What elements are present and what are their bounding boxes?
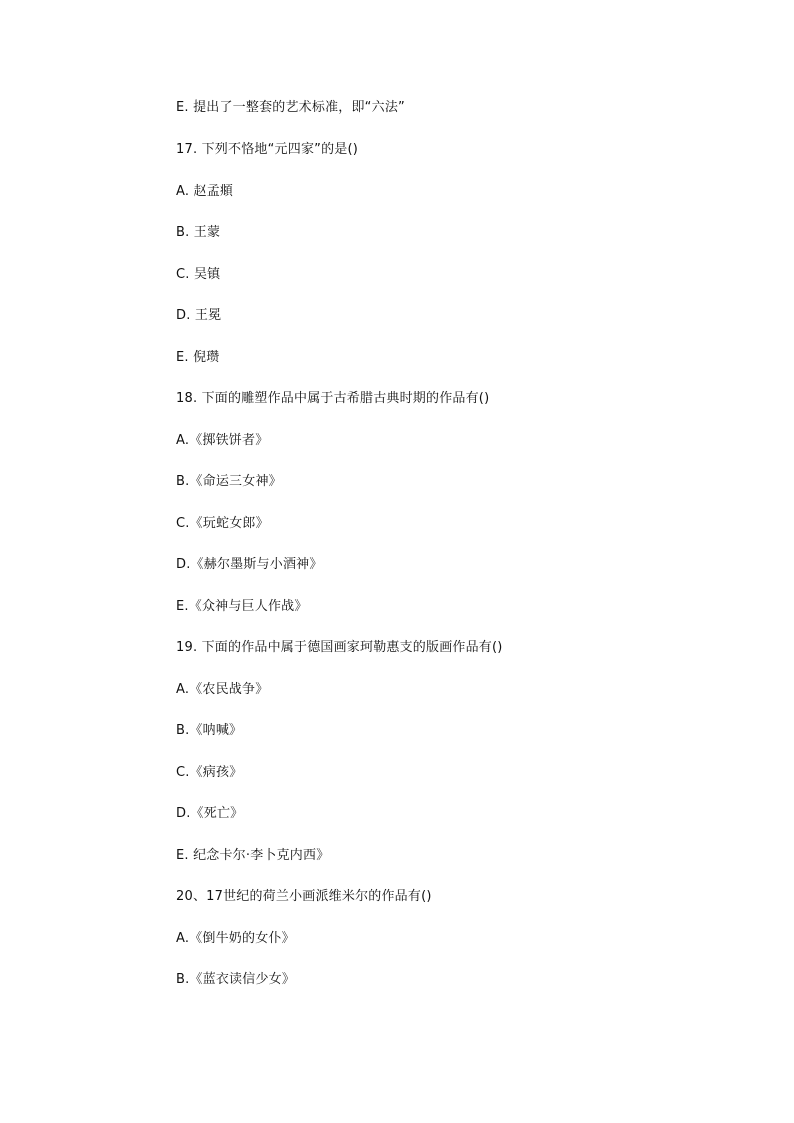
option-c-q17: C. 吴镇 bbox=[176, 267, 221, 282]
option-a-q18: A.《掷铁饼者》 bbox=[176, 433, 269, 448]
option-d-q19: D.《死亡》 bbox=[176, 806, 244, 821]
question-19: 19. 下面的作品中属于德国画家珂勒惠支的版画作品有() bbox=[176, 640, 503, 655]
option-d-q17: D. 王冕 bbox=[176, 308, 222, 323]
option-c-q19: C.《病孩》 bbox=[176, 765, 243, 780]
option-c-q18: C.《玩蛇女郎》 bbox=[176, 516, 269, 531]
question-18: 18. 下面的雕塑作品中属于古希腊古典时期的作品有() bbox=[176, 391, 490, 406]
option-a-q20: A.《倒牛奶的女仆》 bbox=[176, 931, 295, 946]
option-b-q19: B.《呐喊》 bbox=[176, 723, 243, 738]
option-d-q18: D.《赫尔墨斯与小酒神》 bbox=[176, 557, 323, 572]
option-e-q16: E. 提出了一整套的艺术标准，即“六法” bbox=[176, 100, 405, 115]
question-20: 20、17世纪的荷兰小画派维米尔的作品有() bbox=[176, 889, 432, 904]
option-e-q18: E.《众神与巨人作战》 bbox=[176, 599, 308, 614]
option-e-q19: E. 纪念卡尔·李卜克内西》 bbox=[176, 848, 330, 863]
option-a-q19: A.《农民战争》 bbox=[176, 682, 269, 697]
question-17: 17. 下列不恪地“元四家”的是() bbox=[176, 142, 359, 157]
option-b-q18: B.《命运三女神》 bbox=[176, 474, 282, 489]
option-b-q17: B. 王蒙 bbox=[176, 225, 221, 240]
option-a-q17: A. 赵孟頫 bbox=[176, 184, 234, 199]
option-b-q20: B.《蓝衣读信少女》 bbox=[176, 972, 296, 987]
option-e-q17: E. 倪瓒 bbox=[176, 350, 220, 365]
